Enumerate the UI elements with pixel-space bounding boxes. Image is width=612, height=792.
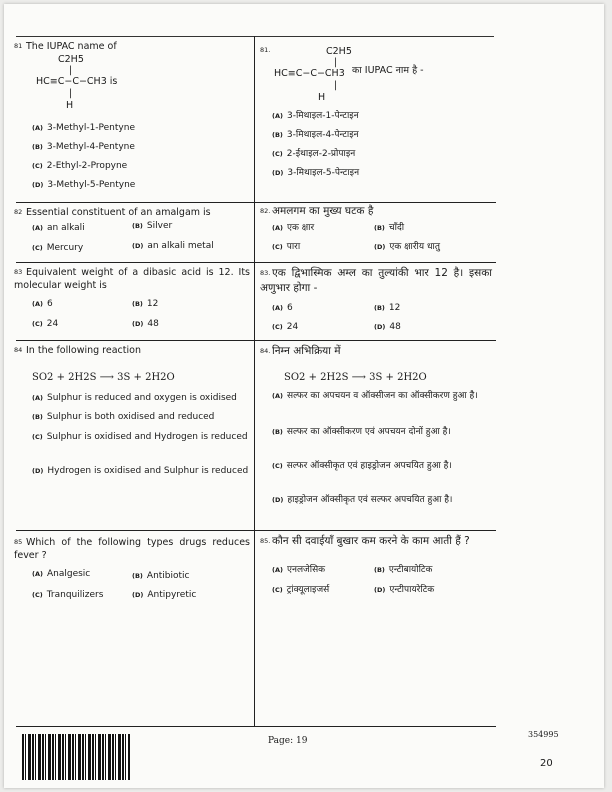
option-label: (A) xyxy=(272,566,283,574)
option-label: (A) xyxy=(32,394,43,402)
row-divider xyxy=(16,262,496,263)
option-a: एनलजेसिक xyxy=(286,565,326,575)
option-d: Hydrogen is oxidised and Sulphur is reduced xyxy=(47,466,249,476)
question-text: Equivalent weight of a dibasic acid is 12. Its molecular weight is xyxy=(14,267,250,291)
option-a: Analgesic xyxy=(46,569,91,579)
question-number: 81. xyxy=(260,46,271,54)
question-text: The IUPAC name of xyxy=(26,41,117,52)
question-text: अमलगम का मुख्य घटक है xyxy=(272,205,374,217)
option-label: (A) xyxy=(32,300,43,308)
option-label: (A) xyxy=(32,570,43,578)
row-divider xyxy=(16,530,496,531)
option-c: Sulphur is oxidised and Hydrogen is reduced xyxy=(46,432,248,442)
structure-substituent: C2H5 xyxy=(58,54,84,65)
option-a: एक क्षार xyxy=(286,223,315,233)
option-a: 6 xyxy=(286,303,293,313)
option-d: 48 xyxy=(389,322,401,332)
option-a: an alkali xyxy=(46,223,85,233)
question-text: निम्न अभिक्रिया में xyxy=(272,345,341,357)
question-number: 82. xyxy=(260,207,271,215)
option-c: Tranquilizers xyxy=(46,590,104,600)
question-84-en xyxy=(14,344,250,357)
question-83-hi xyxy=(260,266,492,296)
option-label: (A) xyxy=(272,112,283,120)
option-b: सल्फर का ऑक्सीकरण एवं अपचयन दोनों हुआ है। xyxy=(286,427,451,437)
structure-bond: | xyxy=(334,80,338,91)
option-label: (B) xyxy=(272,131,283,139)
option-label: (D) xyxy=(374,243,386,251)
option-label: (C) xyxy=(32,162,43,170)
question-82-hi xyxy=(260,204,496,219)
option-label: (C) xyxy=(272,462,283,470)
option-c: 2-ईथाइल-2-प्रोपाइन xyxy=(286,149,356,159)
option-c: 2-Ethyl-2-Propyne xyxy=(46,161,128,171)
option-label: (B) xyxy=(374,566,385,574)
question-text: Which of the following types drugs reduces fever ? xyxy=(14,537,250,561)
structure-hydrogen: H xyxy=(66,100,74,111)
option-d: 48 xyxy=(147,319,159,329)
option-label: (C) xyxy=(32,591,43,599)
option-label: (B) xyxy=(132,222,143,230)
question-84-hi xyxy=(260,344,496,359)
option-label: (B) xyxy=(32,413,43,421)
question-81-en xyxy=(14,40,250,53)
question-text: In the following reaction xyxy=(26,345,141,356)
option-c: सल्फर ऑक्सीकृत एवं हाइड्रोजन अपचयित हुआ है। xyxy=(286,461,452,471)
question-82-en xyxy=(14,206,250,219)
option-label: (B) xyxy=(272,428,283,436)
question-number: 81 xyxy=(14,42,23,50)
option-d: an alkali metal xyxy=(147,241,214,251)
structure-chain: HC≡C−C−CH3 is xyxy=(36,76,118,87)
option-b: 12 xyxy=(146,299,159,309)
row-divider xyxy=(16,340,496,341)
question-text: Essential constituent of an amalgam is xyxy=(26,207,211,218)
option-d: एन्टीपायरेटिक xyxy=(389,585,435,595)
top-rule xyxy=(16,36,494,37)
question-83-en xyxy=(14,266,250,292)
page-label: Page: 19 xyxy=(268,736,308,746)
option-c: 24 xyxy=(46,319,59,329)
structure-bond: | xyxy=(69,65,73,76)
question-paper xyxy=(4,4,604,788)
option-label: (D) xyxy=(374,586,386,594)
option-label: (D) xyxy=(272,169,284,177)
option-a: 6 xyxy=(46,299,53,309)
structure-bond: | xyxy=(334,57,338,68)
option-label: (C) xyxy=(32,433,43,441)
option-label: (B) xyxy=(132,572,143,580)
option-a: सल्फर का अपचयन व ऑक्सीजन का ऑक्सीकरण हुआ है। xyxy=(286,391,478,401)
question-number: 85. xyxy=(260,537,271,545)
option-b: 3-मिथाइल-4-पेन्टाइन xyxy=(286,130,359,140)
question-number: 85 xyxy=(14,538,23,546)
reaction-equation: SO2 + 2H2S ⟶ 3S + 2H2O xyxy=(32,372,175,383)
option-c: पारा xyxy=(286,242,301,252)
option-d: एक क्षारीय धातु xyxy=(389,242,440,252)
option-label: (D) xyxy=(132,320,144,328)
question-number: 83 xyxy=(14,268,23,276)
structure-hydrogen: H xyxy=(318,92,326,103)
option-b: Antibiotic xyxy=(146,571,190,581)
option-label: (C) xyxy=(272,243,283,251)
option-d: 3-Methyl-5-Pentyne xyxy=(47,180,136,190)
option-label: (C) xyxy=(32,244,43,252)
option-c: Mercury xyxy=(46,243,84,253)
option-label: (D) xyxy=(374,323,386,331)
question-number: 82 xyxy=(14,208,23,216)
question-text: एक द्विभास्मिक अम्ल का तुल्यांकी भार 12 है। इसका अणुभार होगा - xyxy=(260,267,492,294)
barcode xyxy=(22,734,130,780)
question-85-hi xyxy=(260,534,492,549)
option-b: एन्टीबायोटिक xyxy=(388,565,433,575)
structure-chain: HC≡C−C−CH3 xyxy=(274,68,345,79)
option-label: (B) xyxy=(374,224,385,232)
option-label: (C) xyxy=(272,323,283,331)
option-b: 12 xyxy=(388,303,401,313)
option-label: (D) xyxy=(32,467,44,475)
question-number: 84 xyxy=(14,346,23,354)
option-label: (C) xyxy=(272,150,283,158)
option-label: (A) xyxy=(32,124,43,132)
question-text: कौन सी दवाईयाँ बुखार कम करने के काम आती हैं ? xyxy=(272,535,470,547)
option-label: (D) xyxy=(272,496,284,504)
option-label: (B) xyxy=(374,304,385,312)
option-label: (D) xyxy=(132,591,144,599)
option-label: (A) xyxy=(272,392,283,400)
option-a: Sulphur is reduced and oxygen is oxidised xyxy=(46,393,237,403)
structure-substituent: C2H5 xyxy=(326,46,352,57)
option-d: हाइड्रोजन ऑक्सीकृत एवं सल्फर अपचयित हुआ है। xyxy=(287,495,453,505)
option-label: (A) xyxy=(32,224,43,232)
row-divider xyxy=(16,202,496,203)
question-number: 84. xyxy=(260,347,271,355)
option-label: (C) xyxy=(272,586,283,594)
row-divider xyxy=(16,726,496,727)
option-label: (A) xyxy=(272,304,283,312)
option-c: ट्रांक्यूलाइजर्स xyxy=(286,585,330,595)
option-c: 24 xyxy=(286,322,299,332)
question-text: का IUPAC नाम है - xyxy=(352,65,424,76)
question-85-en xyxy=(14,536,250,562)
option-b: 3-Methyl-4-Pentyne xyxy=(46,142,135,152)
option-d: Antipyretic xyxy=(147,590,197,600)
structure-bond: | xyxy=(69,88,73,99)
option-b: चाँदी xyxy=(388,223,405,233)
question-number: 83. xyxy=(260,269,271,277)
option-label: (B) xyxy=(132,300,143,308)
question-81-hi xyxy=(260,44,272,57)
option-label: (B) xyxy=(32,143,43,151)
page-number: 20 xyxy=(540,758,553,769)
column-divider xyxy=(254,36,255,726)
option-d: 3-मिथाइल-5-पेन्टाइन xyxy=(287,168,360,178)
reaction-equation: SO2 + 2H2S ⟶ 3S + 2H2O xyxy=(284,372,427,383)
option-b: Sulphur is both oxidised and reduced xyxy=(46,412,215,422)
option-label: (A) xyxy=(272,224,283,232)
booklet-code: 354995 xyxy=(528,730,559,739)
option-b: Silver xyxy=(146,221,173,231)
option-a: 3-Methyl-1-Pentyne xyxy=(46,123,135,133)
option-label: (C) xyxy=(32,320,43,328)
option-label: (D) xyxy=(132,242,144,250)
option-label: (D) xyxy=(32,181,44,189)
option-a: 3-मिथाइल-1-पेन्टाइन xyxy=(286,111,359,121)
